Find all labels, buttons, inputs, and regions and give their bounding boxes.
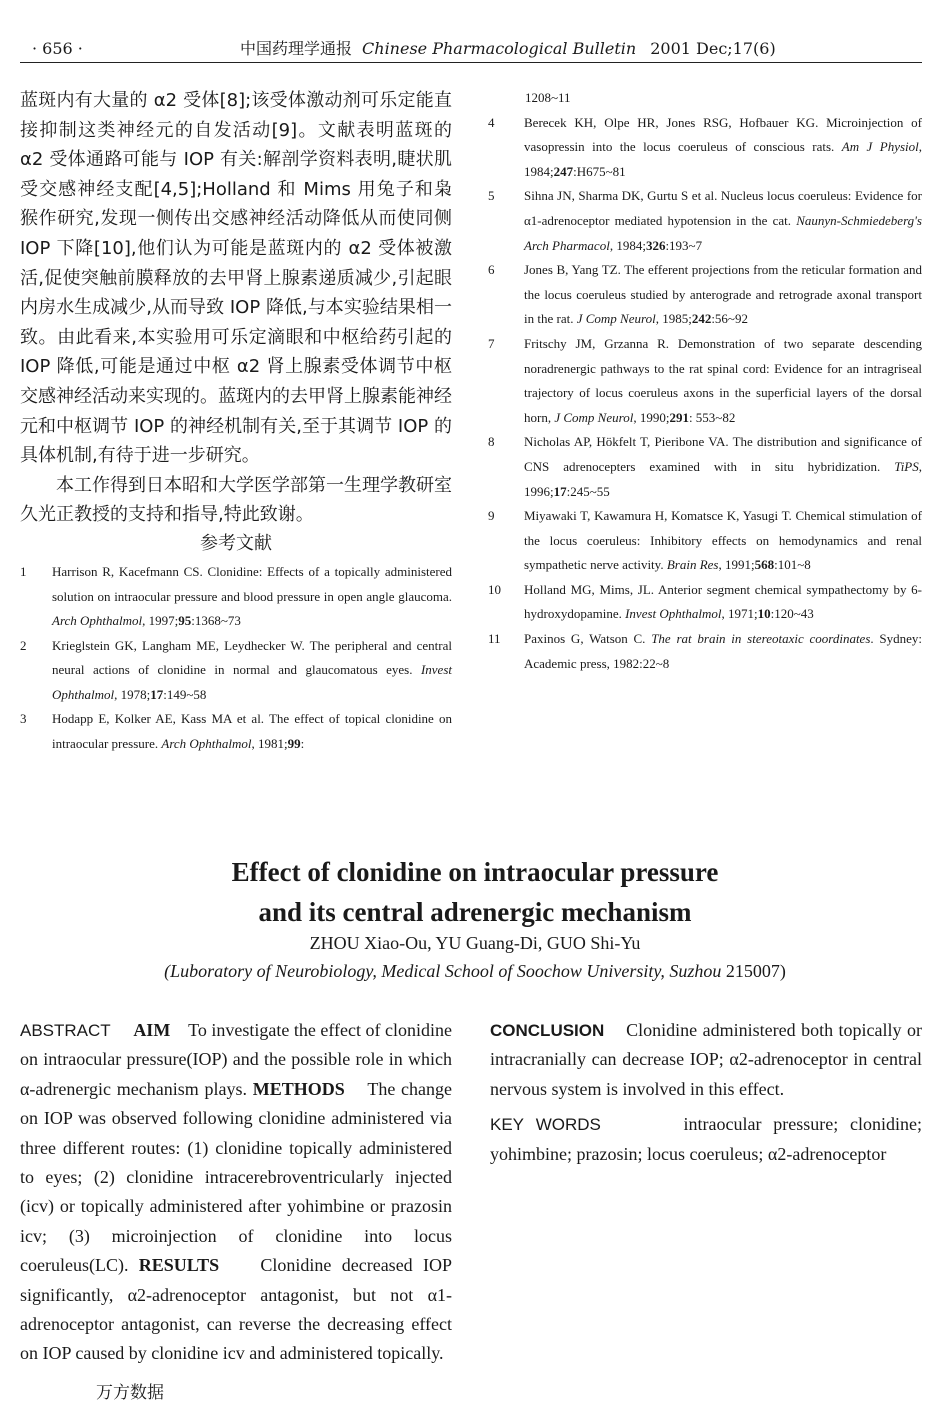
- results-text: Clonidine decreased IOP significantly, α2-adrenoceptor antagonist, but not α1-adrenoceptor antagonist, can reverse the decreasing effect on IOP caused by clonidine icv and administered topically.: [20, 1255, 452, 1364]
- reference-year: , 1981;: [251, 736, 288, 752]
- reference-pages: :149~58: [163, 686, 207, 702]
- reference-number: 7: [488, 335, 495, 351]
- reference-pages: :56~92: [711, 311, 748, 327]
- reference-pages: : 553~82: [688, 409, 736, 425]
- reference-text: Krieglstein GK, Langham ME, Leydhecker W. The peripheral and central neural actions of clonidine in normal and glaucomatous eyes.: [52, 637, 452, 678]
- reference-journal: The rat brain in stereotaxic coordinates: [651, 631, 871, 647]
- title-line-2: and its central adrenergic mechanism: [258, 897, 692, 927]
- reference-pages: :193~7: [665, 237, 703, 253]
- reference-volume: 99: [287, 736, 301, 752]
- reference-number: 3: [20, 711, 27, 727]
- reference-journal: Invest Ophthalmol: [625, 606, 722, 622]
- reference-year: , 1971;: [721, 606, 758, 622]
- journal-title: [240, 36, 776, 62]
- conclusion-text: Clonidine administered both topically or intracranially can decrease IOP; α2-adrenoceptor in central nervous system is involved in this effect.: [490, 1020, 923, 1099]
- affiliation-postcode: 215007): [725, 961, 786, 981]
- reference-number: 11: [488, 631, 501, 647]
- reference-volume: 95: [178, 613, 192, 629]
- aim-label: AIM: [133, 1020, 171, 1040]
- abstract-label: ABSTRACT: [20, 1021, 111, 1040]
- methods-text: The change on IOP was observed following clonidine administered via three different routes: (1) clonidine topically administered to eyes; (2) clonidine intracerebroventricularly injected (icv) or topically administered after yohimbine or prazosin icv; (3) microinjection of clonidine into locus coeruleus(LC).: [20, 1078, 453, 1276]
- reference-text: Harrison R, Kacefmann CS. Clonidine: Effects of a topically administered solution on intraocular pressure and blood pressure in open angle glaucoma.: [52, 563, 452, 604]
- reference-item: [488, 504, 922, 578]
- reference-item: [488, 578, 922, 627]
- reference-year: , 1984;: [609, 237, 646, 253]
- reference-journal: J Comp Neurol: [554, 409, 634, 425]
- reference-text: Miyawaki T, Kawamura H, Komatsce K, Yasugi T. Chemical stimulation of the locus coeruleus: Inhibitory effects on hemodynamics and renal sympathetic nerve activity.: [524, 508, 922, 573]
- keywords-label: KEY WORDS: [490, 1115, 601, 1135]
- reference-volume: 17: [553, 483, 567, 499]
- reference-text: Jones B, Yang TZ. The efferent projections from the reticular formation and the locus coeruleus studied by anterograde and retrograde axonal transport in the rat.: [524, 262, 922, 327]
- reference-text: Holland MG, Mims, JL. Anterior segment chemical sympathectomy by 6-hydroxydopamine.: [524, 581, 922, 622]
- reference-year: , 1985;: [655, 311, 692, 327]
- reference-volume: 242: [691, 311, 712, 327]
- reference-journal: TiPS: [894, 458, 919, 474]
- discussion-paragraph: 蓝斑内有大量的 α2 受体[8];该受体激动剂可乐定能直接抑制这类神经元的自发活动[9]。文献表明蓝斑的 α2 受体通路可能与 IOP 有关:解剖学资料表明,睫状肌受交感神经支配[4,5];Holland 和 Mims 用兔子和枭猴作研究,发现一侧传出交感神经活动降低从而使同侧 IOP 下降[10],他们认为可能是蓝斑内的 α2 受体被激活,促使突触前膜释放的去甲肾上腺素递质减少,引起眼内房水生成减少,从而导致 IOP 降低,与本实验结果相一致。由此看来,本实验用可乐定滴眼和中枢给药引起的 IOP 降低,可能是通过中枢 α2 肾上腺素受体调节中枢交感神经活动来实现的。蓝斑内的去甲肾上腺素能神经元和中枢调节 IOP 的神经机制有关,至于其调节 IOP 的具体机制,有待于进一步研究。: [20, 90, 452, 467]
- reference-item: [488, 332, 922, 430]
- references-heading: 参考文献: [200, 532, 272, 554]
- running-header: [20, 36, 922, 63]
- reference-number: 10: [488, 581, 501, 597]
- reference-item: [20, 634, 452, 708]
- reference-journal: Brain Res: [666, 557, 719, 573]
- aim-text: To investigate the effect of clonidine on intraocular pressure(IOP) and the possible role in which α-adrenergic mechanism plays.: [20, 1020, 453, 1099]
- results-label: RESULTS: [138, 1255, 220, 1276]
- reference-journal: J Comp Neurol: [576, 311, 656, 327]
- reference-continuation: 1208~11: [525, 90, 571, 105]
- conclusion-label: CONCLUSION: [490, 1021, 605, 1040]
- right-column: [488, 86, 922, 676]
- abstract-left: [20, 1016, 452, 1369]
- reference-pages: :1368~73: [191, 613, 241, 629]
- article-title: [0, 852, 950, 932]
- chinese-discussion: [20, 86, 452, 530]
- reference-volume: 291: [669, 409, 689, 425]
- affiliation-name: (Luboratory of Neurobiology, Medical School of Soochow University, Suzhou: [164, 961, 722, 981]
- title-line-1: Effect of clonidine on intraocular pressure: [231, 857, 719, 887]
- reference-year: , 1991;: [718, 557, 755, 573]
- reference-item: [488, 184, 922, 258]
- authors: ZHOU Xiao-Ou, YU Guang-Di, GUO Shi-Yu: [309, 933, 641, 953]
- reference-pages: :120~43: [770, 606, 814, 622]
- reference-year: , 1990;: [633, 409, 670, 425]
- reference-pages: :H675~81: [573, 163, 626, 179]
- reference-year: , 1996;: [524, 458, 923, 499]
- affiliation: [0, 958, 950, 984]
- reference-text: Sihna JN, Sharma DK, Gurtu S et al. Nucleus locus coeruleus: Evidence for α1-adrenoceptor mediated hypotension in the cat.: [524, 188, 922, 228]
- reference-year: , 1978;: [114, 686, 151, 702]
- keywords-text: intraocular pressure; clonidine; yohimbine; prazosin; locus coeruleus; α2-adrenoceptor: [490, 1114, 923, 1164]
- reference-pages: :101~8: [774, 557, 811, 573]
- reference-number: 1: [20, 563, 27, 579]
- reference-volume: 568: [754, 557, 775, 573]
- reference-pages: :: [300, 736, 305, 752]
- reference-volume: 17: [150, 686, 164, 702]
- page-number: · 656 ·: [32, 39, 83, 58]
- reference-year: , 1997;: [142, 613, 179, 629]
- reference-number: 6: [488, 262, 495, 278]
- reference-volume: 10: [757, 606, 771, 622]
- reference-journal: Naunyn-Schmiedeberg's Arch Pharmacol: [524, 212, 922, 253]
- reference-item: [20, 560, 452, 634]
- acknowledgement: 本工作得到日本昭和大学医学部第一生理学教研室久光正教授的支持和指导,特此致谢。: [20, 474, 452, 526]
- references-left: [20, 560, 452, 757]
- reference-pages: :245~55: [566, 483, 610, 499]
- reference-item: [488, 627, 922, 676]
- reference-number: 2: [20, 637, 27, 653]
- reference-item: [488, 430, 922, 504]
- reference-volume: 247: [553, 163, 574, 179]
- reference-text: Berecek KH, Olpe HR, Jones RSG, Hofbauer KG. Microinjection of vasopressin into the locus coeruleus of conscious rats.: [524, 114, 922, 155]
- reference-number: 4: [488, 114, 495, 130]
- watermark: 万方数据: [96, 1383, 164, 1403]
- references-right: [488, 111, 922, 677]
- reference-year: . Sydney: Academic press, 1982:22~8: [524, 631, 923, 671]
- journal-title-zh: 中国药理学通报: [240, 39, 353, 58]
- reference-journal: Arch Ophthalmol: [52, 613, 143, 629]
- reference-item: [488, 258, 922, 332]
- reference-year: , 1984;: [524, 139, 922, 179]
- reference-text: Nicholas AP, Hökfelt T, Pieribone VA. The distribution and significance of CNS adrenocepters examined with in situ hybridization.: [524, 434, 922, 474]
- reference-text: Hodapp E, Kolker AE, Kass MA et al. The effect of topical clonidine on intraocular pressure.: [52, 711, 452, 752]
- reference-journal: Arch Ophthalmol: [161, 736, 252, 752]
- reference-number: 8: [488, 434, 495, 450]
- reference-number: 5: [488, 188, 495, 204]
- journal-title-en: Chinese Pharmacological Bulletin: [362, 39, 637, 58]
- reference-journal: Invest Ophthalmol: [52, 662, 452, 702]
- left-column: [20, 86, 452, 757]
- reference-item: [20, 707, 452, 756]
- methods-label: METHODS: [252, 1078, 345, 1099]
- reference-number: 9: [488, 508, 495, 524]
- issue-info: 2001 Dec;17(6): [650, 39, 776, 58]
- reference-text: Fritschy JM, Grzanna R. Demonstration of two separate descending noradrenergic pathways to the rat spinal cord: Evidence for an intragriseal trajectory of locus coeruleus axons in the superficial layers of the dorsal horn,: [524, 335, 922, 425]
- reference-text: Paxinos G, Watson C.: [524, 631, 646, 647]
- reference-journal: Am J Physiol: [841, 139, 919, 155]
- reference-item: [488, 111, 922, 185]
- abstract-right: [490, 1016, 922, 1169]
- reference-volume: 326: [645, 237, 666, 253]
